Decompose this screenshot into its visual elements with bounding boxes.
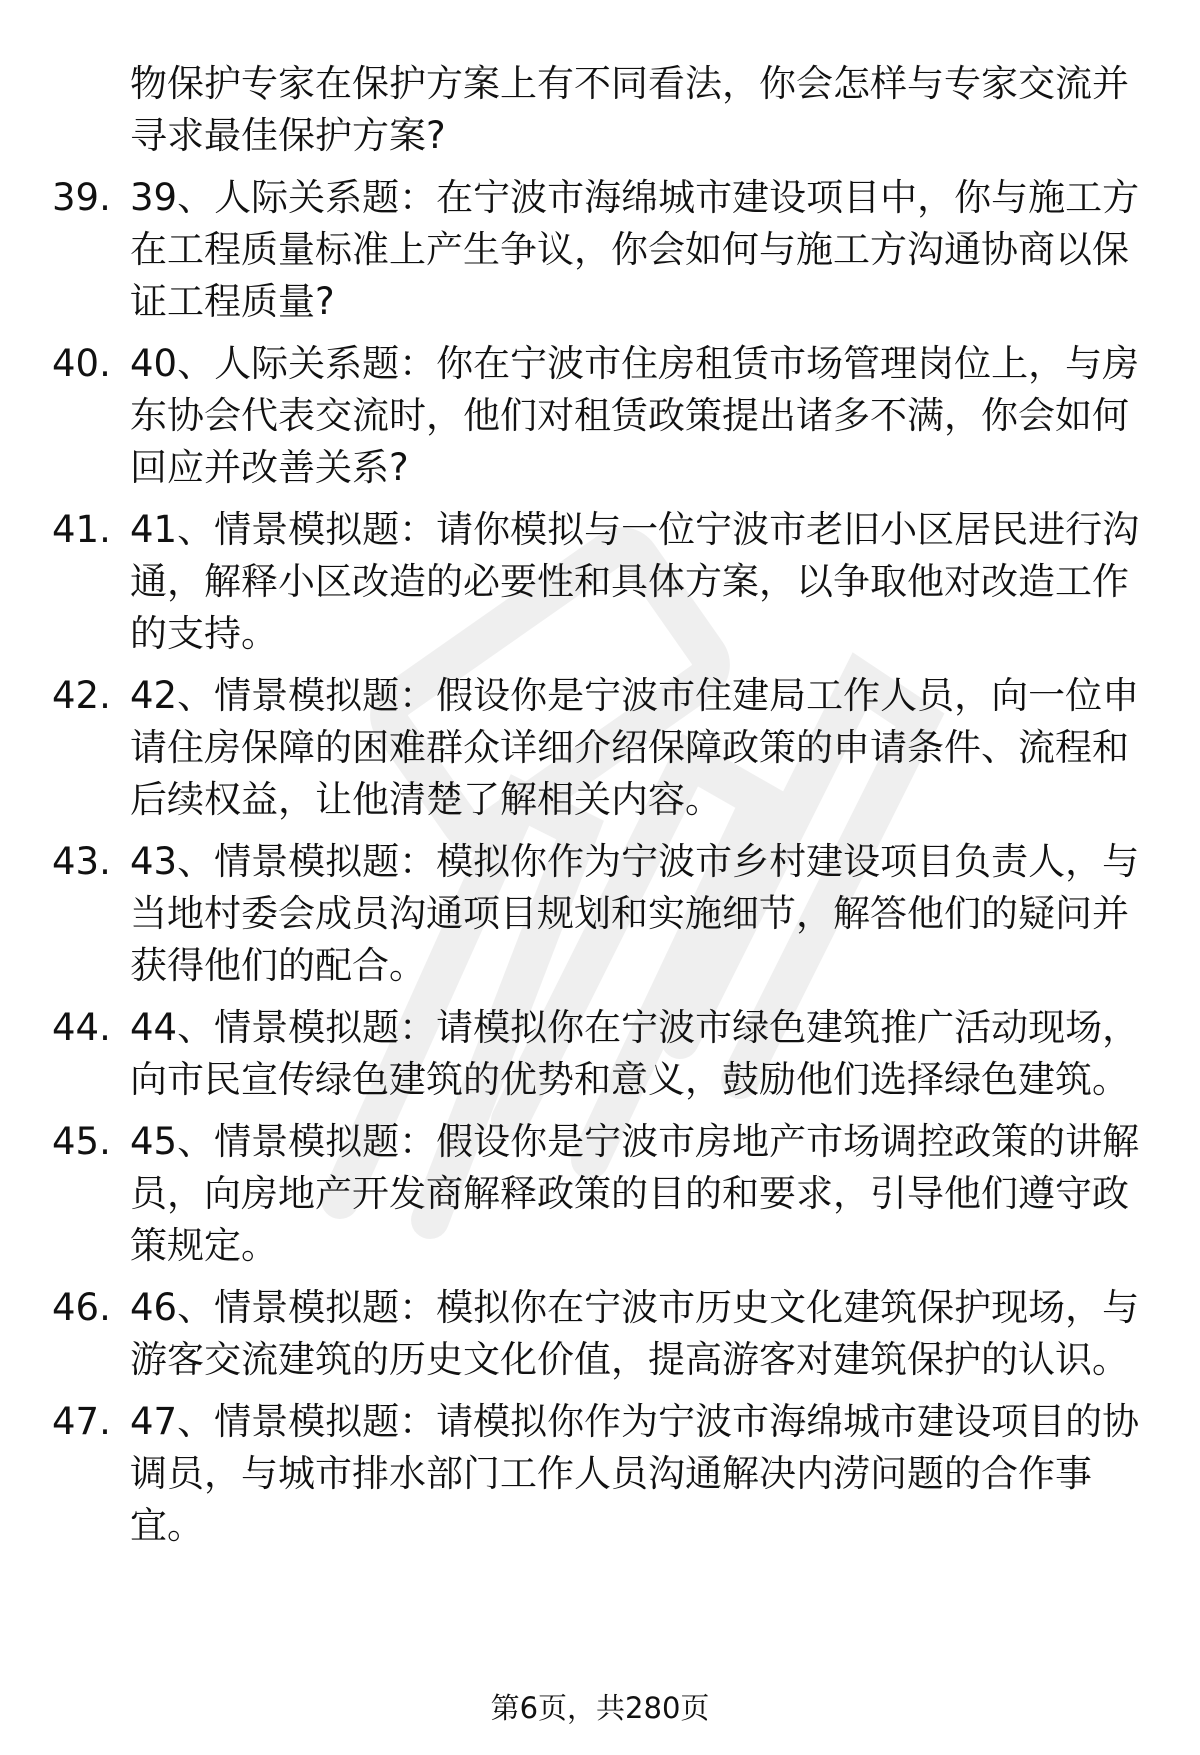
list-item-number: 43. xyxy=(52,840,111,883)
list-item xyxy=(52,1396,1142,1552)
list-item-number: 47. xyxy=(52,1400,111,1443)
list-item-number: 44. xyxy=(52,1006,111,1049)
list-item-text: 42、情景模拟题：假设你是宁波市住建局工作人员，向一位申请住房保障的困难群众详细介绍保障政策的申请条件、流程和后续权益，让他清楚了解相关内容。 xyxy=(130,674,1140,821)
list-item-text: 43、情景模拟题：模拟你作为宁波市乡村建设项目负责人，与当地村委会成员沟通项目规划和实施细节，解答他们的疑问并获得他们的配合。 xyxy=(130,840,1140,987)
list-item xyxy=(52,504,1142,660)
list-item-text: 41、情景模拟题：请你模拟与一位宁波市老旧小区居民进行沟通，解释小区改造的必要性和具体方案，以争取他对改造工作的支持。 xyxy=(130,508,1140,655)
list-item xyxy=(52,836,1142,992)
list-item-number: 45. xyxy=(52,1120,111,1163)
list-item-text: 39、人际关系题：在宁波市海绵城市建设项目中，你与施工方在工程质量标准上产生争议，你会如何与施工方沟通协商以保证工程质量? xyxy=(130,176,1140,323)
list-item-text: 40、人际关系题：你在宁波市住房租赁市场管理岗位上，与房东协会代表交流时，他们对租赁政策提出诸多不满，你会如何回应并改善关系? xyxy=(130,342,1140,489)
list-item-number: 41. xyxy=(52,508,111,551)
list-item-number: 46. xyxy=(52,1286,111,1329)
list-item xyxy=(52,1282,1142,1386)
list-item-number: 39. xyxy=(52,176,111,219)
list-item-text: 45、情景模拟题：假设你是宁波市房地产市场调控政策的讲解员，向房地产开发商解释政策的目的和要求，引导他们遵守政策规定。 xyxy=(130,1120,1140,1267)
list-item xyxy=(52,172,1142,328)
page-footer: 第6页，共280页 xyxy=(490,1691,710,1725)
list-item xyxy=(52,1002,1142,1106)
list-item-text: 47、情景模拟题：请模拟你作为宁波市海绵城市建设项目的协调员，与城市排水部门工作人员沟通解决内涝问题的合作事宜。 xyxy=(130,1400,1140,1547)
list-item xyxy=(52,1116,1142,1272)
list-item-text: 46、情景模拟题：模拟你在宁波市历史文化建筑保护现场，与游客交流建筑的历史文化价值，提高游客对建筑保护的认识。 xyxy=(130,1286,1140,1381)
list-item xyxy=(52,670,1142,826)
intro-paragraph: 物保护专家在保护方案上有不同看法，你会怎样与专家交流并寻求最佳保护方案? xyxy=(130,62,1129,157)
list-item xyxy=(52,338,1142,494)
list-item-text: 44、情景模拟题：请模拟你在宁波市绿色建筑推广活动现场，向市民宣传绿色建筑的优势和意义，鼓励他们选择绿色建筑。 xyxy=(130,1006,1140,1101)
list-item-number: 42. xyxy=(52,674,111,717)
list-item-number: 40. xyxy=(52,342,111,385)
